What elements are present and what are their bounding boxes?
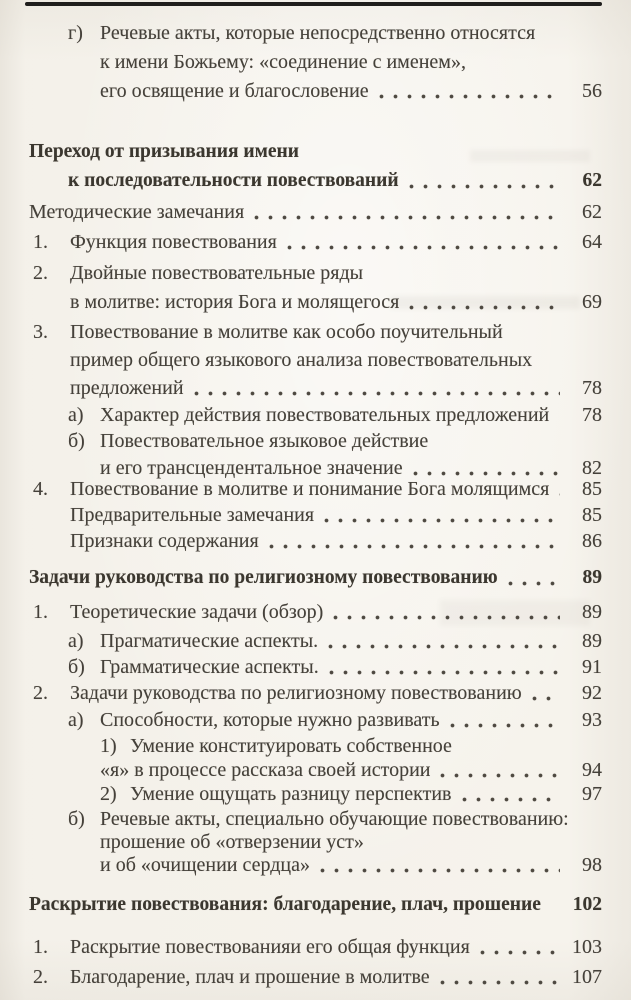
dot-leader xyxy=(320,868,560,873)
toc-entry-line xyxy=(0,288,631,316)
dot-leader xyxy=(333,615,560,620)
toc-page-number: 89 xyxy=(582,601,602,623)
dot-leader xyxy=(462,797,560,802)
section-heading-text: Раскрытие повествования: благодарение, плач, прошение xyxy=(29,894,541,915)
toc-page-number: 107 xyxy=(572,966,602,988)
toc-item-label: а) xyxy=(68,404,84,426)
dot-leader xyxy=(480,950,560,955)
toc-item-label: б) xyxy=(68,430,85,452)
dot-leader xyxy=(409,305,560,310)
toc-item-label: 2. xyxy=(33,262,48,284)
toc-item-label: 3. xyxy=(33,321,48,343)
toc-item-label: а) xyxy=(68,709,84,731)
toc-entry-line xyxy=(0,653,631,681)
dot-leader xyxy=(194,391,560,396)
toc-page-number: 82 xyxy=(582,457,602,479)
toc-page-number: 97 xyxy=(582,783,602,805)
toc-page-number: 103 xyxy=(572,936,602,958)
toc-page-number: 69 xyxy=(582,291,602,313)
toc-item-text: и его трансцендентальное значение xyxy=(100,457,403,479)
toc-page-number: 56 xyxy=(582,80,602,102)
toc-item-label: 4. xyxy=(33,478,48,500)
toc-item-text: Грамматические аспекты. xyxy=(100,656,319,678)
dot-leader xyxy=(379,94,560,99)
dot-leader xyxy=(254,215,560,220)
toc-item-text: в молитве: история Бога и молящегося xyxy=(70,291,400,313)
section-heading-text: Задачи руководства по религиозному повествованию xyxy=(29,567,498,588)
toc-page-number: 78 xyxy=(582,404,602,426)
toc-item-text: Раскрытие повествованияи его общая функция xyxy=(70,936,470,958)
toc-entry-line xyxy=(0,318,631,346)
toc-entry-line xyxy=(0,780,631,808)
toc-entry-line xyxy=(0,475,631,503)
toc-item-text: и об «очищении сердца» xyxy=(100,854,310,876)
toc-item-text: Функция повествования xyxy=(70,231,277,253)
toc-item-text: прошение об «отверзении уст» xyxy=(100,831,364,853)
toc-item-text: Прагматические аспекты. xyxy=(100,630,319,652)
toc-entry-line xyxy=(0,501,631,529)
toc-item-label: 2) xyxy=(100,783,117,805)
toc-item-text: Речевые акты, специально обучающие повествованию: xyxy=(100,808,569,830)
toc-item-text: «я» в процессе рассказа своей истории xyxy=(100,759,431,781)
toc-item-label: 2. xyxy=(33,682,48,704)
toc-page-number: 89 xyxy=(582,567,602,588)
toc-entry-line xyxy=(0,19,631,47)
toc-item-label: а) xyxy=(68,630,84,652)
toc-item-text: Теоретические задачи (обзор) xyxy=(70,601,324,623)
toc-item-text: его освящение и благословение xyxy=(100,80,369,102)
toc-page-number: 93 xyxy=(582,709,602,731)
toc-item-text: Умение ощущать разницу перспектив xyxy=(130,783,452,805)
toc-item-text: предложений xyxy=(70,377,184,399)
toc-page-number: 102 xyxy=(572,894,602,915)
toc-item-text: Характер действия повествовательных предложений xyxy=(100,404,550,426)
toc-item-label: 2. xyxy=(33,966,48,988)
section-heading xyxy=(0,891,631,919)
toc-entry-line xyxy=(0,851,631,879)
section-heading xyxy=(0,564,631,592)
toc-page-number: 98 xyxy=(582,854,602,876)
toc-entry-line xyxy=(0,77,631,105)
toc-entry-line xyxy=(0,198,631,226)
toc-entry-line xyxy=(0,963,631,991)
toc-page-number: 86 xyxy=(582,530,602,552)
toc-entry-line xyxy=(0,427,631,455)
toc-page-number: 85 xyxy=(582,478,602,500)
page-top-rule xyxy=(25,2,602,6)
toc-entry-line xyxy=(0,346,631,374)
section-heading-line xyxy=(0,167,631,195)
dot-leader xyxy=(324,518,560,523)
section-heading-text: Переход от призывания имени xyxy=(29,141,300,162)
toc-item-text: Методические замечания xyxy=(29,201,245,223)
toc-page-number: 91 xyxy=(582,656,602,678)
toc-item-label: 1. xyxy=(33,231,48,253)
dot-leader xyxy=(450,723,560,728)
toc-page-number: 62 xyxy=(582,170,602,191)
dot-leader xyxy=(328,644,560,649)
toc-page-number: 64 xyxy=(582,231,602,253)
dot-leader xyxy=(440,980,560,985)
toc-entry-line xyxy=(0,48,631,76)
dot-leader xyxy=(329,670,560,675)
section-heading xyxy=(0,138,631,166)
toc-page-number: 85 xyxy=(582,504,602,526)
toc-item-text: к имени Божьему: «соединение с именем», xyxy=(100,51,466,73)
dot-leader xyxy=(532,696,560,701)
toc-page-number: 89 xyxy=(582,630,602,652)
toc-item-text: Речевые акты, которые непосредственно относятся xyxy=(100,22,536,44)
toc-entry-line xyxy=(0,259,631,287)
toc-item-text: Двойные повествовательные ряды xyxy=(70,262,364,284)
toc-item-label: 1. xyxy=(33,601,48,623)
dot-leader xyxy=(269,544,560,549)
toc-item-label: 1) xyxy=(100,735,117,757)
toc-item-text: Умение конституировать собственное xyxy=(130,735,452,757)
toc-entry-line xyxy=(0,527,631,555)
toc-page-number: 92 xyxy=(582,682,602,704)
toc-item-label: 1. xyxy=(33,936,48,958)
toc-page-number: 78 xyxy=(582,377,602,399)
dot-leader xyxy=(508,581,560,586)
toc-entry-line xyxy=(0,401,631,429)
toc-item-text: Признаки содержания xyxy=(70,530,259,552)
toc-entry-line xyxy=(0,228,631,256)
toc-entry-line xyxy=(0,374,631,402)
toc-item-text: Способности, которые нужно развивать xyxy=(100,709,440,731)
dot-leader xyxy=(287,245,560,250)
toc-item-text: Повествование в молитве как особо поучительный xyxy=(70,321,503,343)
toc-item-text: Предварительные замечания xyxy=(70,504,315,526)
section-heading-text: к последовательности повествований xyxy=(68,170,399,191)
dot-leader xyxy=(559,492,560,497)
toc-entry-line xyxy=(0,933,631,961)
toc-item-text: Повествовательное языковое действие xyxy=(100,430,429,452)
toc-item-text: Задачи руководства по религиозному повествованию xyxy=(70,682,522,704)
toc-item-text: пример общего языкового анализа повествовательных xyxy=(70,349,533,371)
toc-item-label: б) xyxy=(68,656,85,678)
dot-leader xyxy=(440,773,560,778)
toc-item-text: Повествование в молитве и понимание Бога молящимся xyxy=(70,478,550,500)
toc-page-number: 94 xyxy=(582,759,602,781)
toc-item-label: б) xyxy=(68,808,85,830)
toc-item-text: Благодарение, плач и прошение в молитве xyxy=(70,966,430,988)
toc-page-number: 62 xyxy=(582,201,602,223)
toc-entry-line xyxy=(0,706,631,734)
toc-entry-line xyxy=(0,598,631,626)
dot-leader xyxy=(409,184,560,189)
toc-item-label: г) xyxy=(68,22,83,44)
toc-entry-line xyxy=(0,627,631,655)
toc-entry-line xyxy=(0,679,631,707)
